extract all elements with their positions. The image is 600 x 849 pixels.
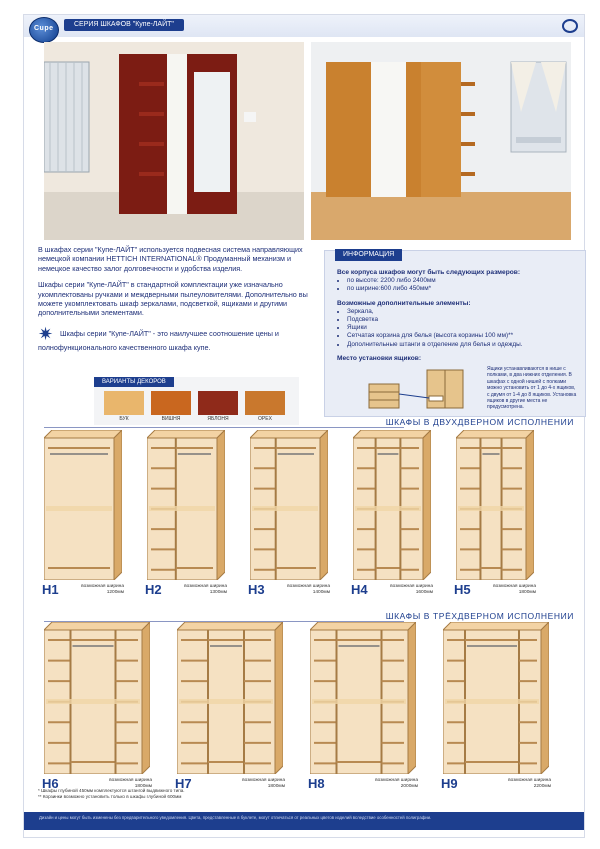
width-value: 1800мм (518, 590, 536, 595)
intro-paragraph-1: В шкафах серии "Купе-ЛАЙТ" используется подвесная система направляющих немецкой компании HETTICH INTERNATIONAL® Продуманный механизм и немецкое качество залог долговечности и удобства изделия. (38, 245, 303, 273)
wardrobe-h2 (145, 430, 227, 597)
extras-title: Возможные дополнительные элементы: (337, 299, 471, 307)
decor-swatch-3 (198, 391, 238, 415)
width-caption: возможная ширина (375, 778, 418, 783)
width-caption: возможная ширина (242, 778, 285, 783)
width-caption: возможная ширина (184, 584, 227, 589)
wardrobe-drawing (147, 430, 225, 580)
intro-text (38, 245, 313, 359)
wardrobe-drawing (456, 430, 534, 580)
footnotes (38, 788, 338, 800)
extra-item: • Дополнительные штанги в отделение для белья и одежды. (347, 341, 577, 349)
width-value: 1800мм (134, 784, 152, 789)
extra-item: • Ящики (347, 324, 577, 332)
wardrobe-h7 (175, 622, 285, 791)
model-label: H1 (42, 582, 59, 597)
width-caption: возможная ширина (81, 584, 124, 589)
wardrobe-h9 (441, 622, 551, 791)
width-value: 1800мм (267, 784, 285, 789)
wardrobe-h5 (454, 430, 536, 597)
width-value: 2000мм (400, 784, 418, 789)
info-title: ИНФОРМАЦИЯ (335, 249, 402, 261)
size-item: • по ширине:600 либо 450мм* (347, 285, 577, 293)
decor-swatch-label-4: ОРЕХ (258, 416, 272, 422)
model-label: H3 (248, 582, 265, 597)
decor-swatch-label-3: ЯБЛОНЯ (207, 416, 229, 422)
footer-text: Дизайн и цены могут быть изменены без предварительного уведомления. Цвета, представленные в буклете, могут отличаться от реальных цветов изделий вследствие особенностей полиграфии. (39, 815, 432, 820)
wardrobe-h4 (351, 430, 433, 597)
model-label: H4 (351, 582, 368, 597)
wardrobe-drawing (443, 622, 549, 774)
footnote: ** Корзинки возможно установить только в шкафы глубиной 600мм (38, 794, 182, 799)
wardrobe-h3 (248, 430, 330, 597)
sizes-title: Все корпуса шкафов могут быть следующих размеров: (337, 269, 521, 276)
width-value: 1300мм (209, 590, 227, 595)
width-caption: возможная ширина (390, 584, 433, 589)
width-value: 2200мм (533, 784, 551, 789)
model-label: H5 (454, 582, 471, 597)
wardrobe-drawing (44, 622, 150, 774)
decor-swatch-label-2: ВИШНЯ (161, 416, 181, 422)
brand-logo: Cupe (29, 17, 59, 43)
section-two-door: ШКАФЫ В ДВУХДВЕРНОМ ИСПОЛНЕНИИ (44, 417, 574, 431)
width-caption: возможная ширина (287, 584, 330, 589)
header-bar (24, 15, 584, 37)
info-body (337, 269, 577, 416)
decor-title: ВАРИАНТЫ ДЕКОРОВ (94, 377, 174, 387)
drawer-diagram-icon (367, 366, 467, 412)
decor-swatch-4 (245, 391, 285, 415)
model-label: H6 (42, 776, 59, 791)
width-caption: возможная ширина (493, 584, 536, 589)
wardrobe-h8 (308, 622, 418, 791)
section-three-door: ШКАФЫ В ТРЁХДВЕРНОМ ИСПОЛНЕНИИ (44, 611, 574, 625)
width-value: 1600мм (415, 590, 433, 595)
model-label: H2 (145, 582, 162, 597)
wardrobe-drawing (310, 622, 416, 774)
model-label: H9 (441, 776, 458, 791)
wardrobe-drawing (250, 430, 328, 580)
extra-item: • Подсветка (347, 316, 577, 324)
drawer-note: Ящики устанавливаются в нише с полками, в два нижних отделения. В шкафах с одной нишей с полками можно установить от 1 до 4-х ящиков, с двумя от 1-4 до 8 ящиков. Установка ящиков в другие места не предусмотрена. (487, 366, 577, 411)
wardrobe-h6 (42, 622, 152, 791)
model-label: H7 (175, 776, 192, 791)
footnote: * Шкафы глубиной 450мм комплектуются штангой выдвижного типа. (38, 788, 185, 793)
drawer-title: Место установки ящиков: (337, 354, 422, 362)
room-photo-2 (311, 42, 571, 240)
wardrobe-drawing (177, 622, 283, 774)
decor-swatch-label-1: БУК (119, 416, 129, 422)
wardrobe-drawing (44, 430, 122, 580)
info-box (324, 250, 586, 417)
wardrobe-h1 (42, 430, 124, 597)
room-photo-1 (44, 42, 304, 240)
width-caption: возможная ширина (109, 778, 152, 783)
size-item: • по высоте: 2200 либо 2400мм (347, 277, 577, 285)
extra-item: • Зеркала, (347, 308, 577, 316)
series-title: СЕРИЯ ШКАФОВ "Купе-ЛАЙТ" (64, 19, 184, 31)
decor-swatch-2 (151, 391, 191, 415)
width-value: 1400мм (312, 590, 330, 595)
wardrobe-drawing (353, 430, 431, 580)
model-label: H8 (308, 776, 325, 791)
decor-swatch-1 (104, 391, 144, 415)
intro-paragraph-3: ✷ Шкафы серии "Купе-ЛАЙТ" - это наилучшее соотношение цены и полнофункционального качественного шкафа купе. (38, 323, 279, 352)
width-value: 1200мм (106, 590, 124, 595)
catalog-page (23, 14, 585, 838)
extra-item: • Сетчатая корзина для белья (высота корзины 100 мм)** (347, 332, 577, 340)
intro-paragraph-2: Шкафы серии "Купе-ЛАЙТ" в стандартной комплектации уже изначально укомплектованы ручками и междверными пылеуловителями. Дополнительно вы можете укомплектовать шкаф зеркалами, подсветкой, ящиками и другими дополнительными элементами. (38, 280, 308, 318)
footer-bar (24, 812, 584, 830)
star-icon: ✷ (38, 323, 54, 344)
width-caption: возможная ширина (508, 778, 551, 783)
eye-logo-icon (562, 19, 578, 33)
